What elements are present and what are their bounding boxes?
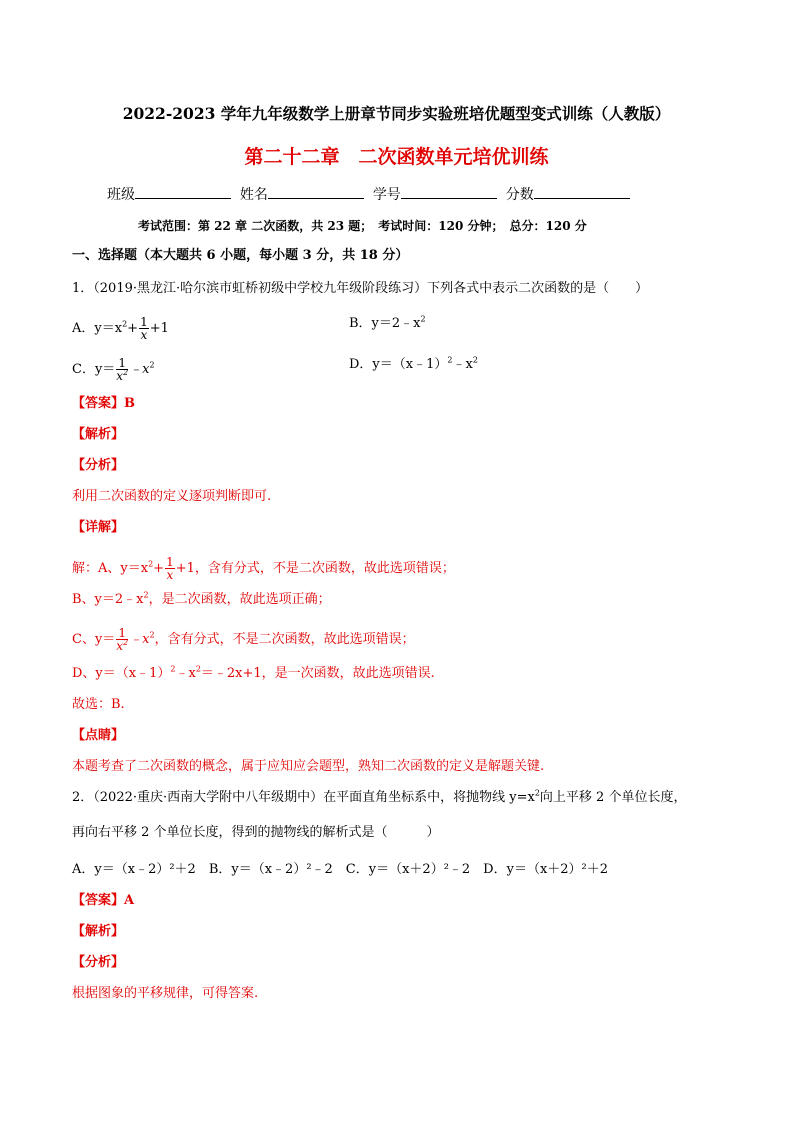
q1-fenxi-text: 利用二次函数的定义逐项判断即可. <box>72 489 272 504</box>
id-label: 学号 <box>372 187 401 203</box>
q1-detail-heading: 【详解】 <box>72 520 125 535</box>
q1-solution-c: C、y＝ $\frac{1}{x^2}$ $﹣x^2$，含有分式，不是二次函数，故此选项错误； <box>72 626 415 653</box>
q2-fenxi-text: 根据图象的平移规律，可得答案. <box>72 986 259 1001</box>
q2-options: A．y＝（x﹣2）²＋2 B．y＝（x﹣2）²﹣2 C．y＝（x＋2）²﹣2 D．y＝（x＋2）²＋2 <box>72 862 609 877</box>
class-blank[interactable] <box>135 186 231 199</box>
exam-meta: 考试范围：第 22 章 二次函数，共 23 题； 考试时间：120 分钟； 总分：120 分 <box>138 219 587 233</box>
q1-fenxi-heading: 【分析】 <box>72 458 125 473</box>
name-blank[interactable] <box>268 186 364 199</box>
class-label: 班级 <box>107 187 135 203</box>
q1-solution-b: B、$y=2﹣x^2$，是二次函数，故此选项正确； <box>72 590 331 607</box>
q1-tip-text: 本题考查了二次函数的概念，属于应知应会题型，熟知二次函数的定义是解题关键. <box>72 759 545 774</box>
q1-tip-heading: 【点睛】 <box>72 728 125 743</box>
q2-analysis-heading: 【解析】 <box>72 924 125 939</box>
q1-solution-a: 解：A、$y=x^2+$ $\frac{1}{x}$ +1，含有分式，不是二次函数，故此选项错误； <box>72 555 455 582</box>
q1-option-c: C．y＝ $\frac{1}{x^2}$ $﹣x^2$ <box>72 356 155 383</box>
q1-stem: 1．（2019·黑龙江·哈尔滨市虹桥初级中学校九年级阶段练习）下列各式中表示二次函数的是（ ） <box>72 281 649 296</box>
q2-fenxi-heading: 【分析】 <box>72 955 125 970</box>
q1-option-a: A．$y=x^2+$ $\frac{1}{x}$ +1 <box>72 315 169 342</box>
name-label: 姓名 <box>239 187 268 203</box>
section-heading: 一、选择题（本大题共 6 小题，每小题 3 分，共 18 分） <box>72 248 409 263</box>
score-label: 分数 <box>505 187 534 203</box>
q1-analysis-heading: 【解析】 <box>72 427 125 442</box>
q1-solution-d: D、$y=(x﹣1)^2﹣x^2=﹣2x+1$，是一次函数，故此选项错误. <box>72 664 435 681</box>
q1-option-d: D．$y=(x﹣1)^2﹣x^2$ <box>349 355 478 372</box>
q2-answer: 【答案】A <box>72 893 135 908</box>
info-line <box>107 186 630 203</box>
q2-stem: 2．（2022·重庆·西南大学附中八年级期中）在平面直角坐标系中，将抛物线 $y=x^2$向上平移 2 个单位长度， <box>72 788 687 805</box>
document-title: 2022-2023 学年九年级数学上册章节同步实验班培优题型变式训练（人教版） <box>122 104 671 123</box>
score-blank[interactable] <box>534 186 630 199</box>
q1-answer: 【答案】B <box>72 396 135 411</box>
chapter-subtitle: 第二十二章 二次函数单元培优训练 <box>244 146 549 168</box>
q2-stem-line2: 再向右平移 2 个单位长度，得到的抛物线的解析式是（ ） <box>72 825 440 840</box>
q1-choose: 故选：B. <box>72 697 125 712</box>
q1-option-b: B．$y=2﹣x^2$ <box>349 314 426 331</box>
id-blank[interactable] <box>401 186 497 199</box>
